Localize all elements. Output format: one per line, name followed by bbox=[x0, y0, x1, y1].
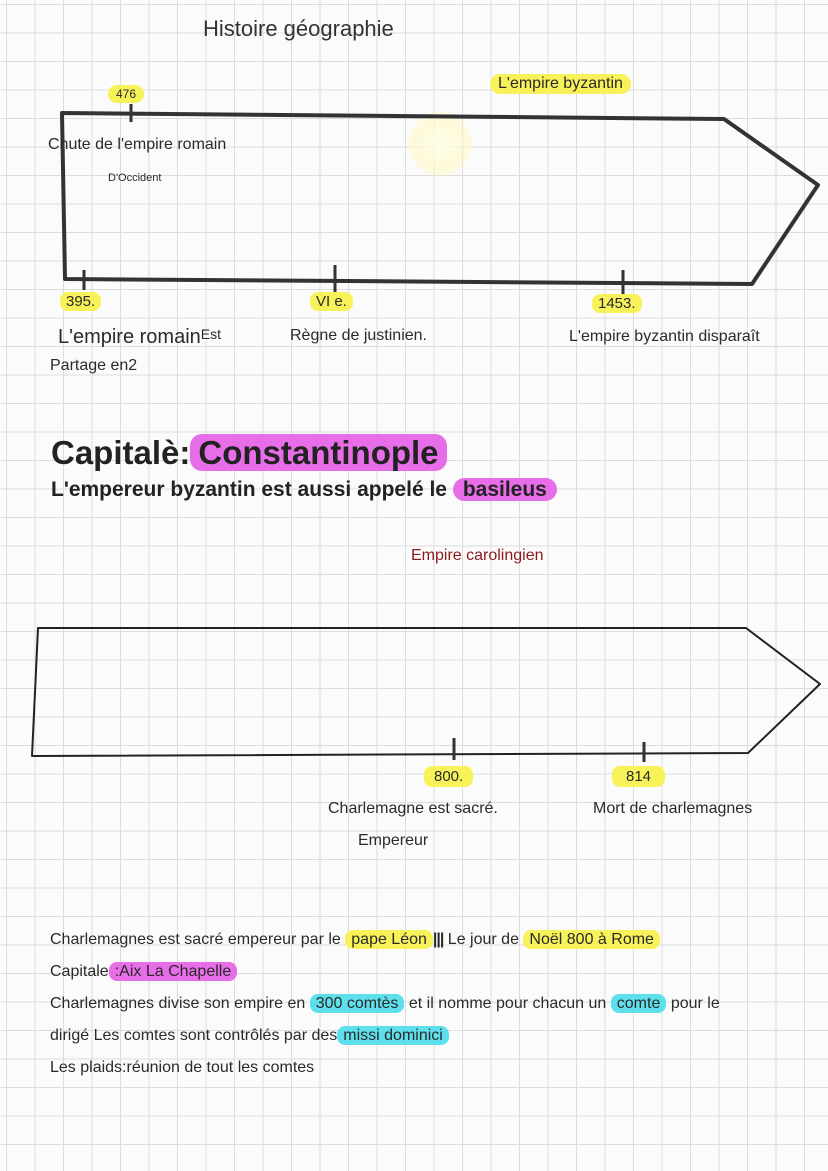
capital-city: Constantinople bbox=[190, 434, 446, 471]
date-814: 814 bbox=[612, 766, 665, 787]
date-vi: VI e. bbox=[310, 292, 353, 311]
event-chute: Chute de l'empire romain bbox=[48, 136, 227, 153]
notes-line-1: Charlemagnes est sacré empereur par le pape Léon ||| Le jour de Noël 800 à Rome bbox=[50, 924, 660, 956]
notes-line-4: dirigé Les comtes sont contrôlés par des missi dominici bbox=[50, 1020, 449, 1052]
date-800: 800. bbox=[424, 766, 473, 787]
page-title: Histoire géographie bbox=[203, 16, 394, 41]
emperor-line: L'empereur byzantin est aussi appelé le basileus bbox=[51, 478, 557, 502]
event-vi: Règne de justinien. bbox=[290, 327, 427, 344]
capital-heading: Capitalè: Constantinople bbox=[51, 434, 447, 472]
date-1453: 1453. bbox=[592, 294, 642, 313]
event-800: Charlemagne est sacré. bbox=[328, 800, 498, 817]
notes-line-3: Charlemagnes divise son empire en 300 comtès et il nomme pour chacun un comte pour le bbox=[50, 995, 720, 1012]
event-1453: L'empire byzantin disparaît bbox=[569, 328, 760, 345]
event-chute-sub: D'Occident bbox=[108, 172, 162, 184]
date-476: 476 bbox=[108, 85, 144, 103]
carolingian-label: Empire carolingien bbox=[411, 547, 544, 564]
event-395: L'empire romain$^{Est}$ bbox=[58, 326, 221, 348]
date-395: 395. bbox=[60, 292, 101, 311]
event-800-sub: Empereur bbox=[358, 832, 429, 849]
event-395-sub: Partage en2 bbox=[50, 357, 138, 374]
notes-line-2: Capitale :Aix La Chapelle bbox=[50, 956, 237, 988]
event-814: Mort de charlemagnes bbox=[593, 800, 753, 817]
byzantine-label: L'empire byzantin bbox=[490, 74, 631, 94]
basileus: basileus bbox=[453, 478, 557, 501]
notes-line-5: Les plaids:réunion de tout les comtes bbox=[50, 1059, 315, 1076]
